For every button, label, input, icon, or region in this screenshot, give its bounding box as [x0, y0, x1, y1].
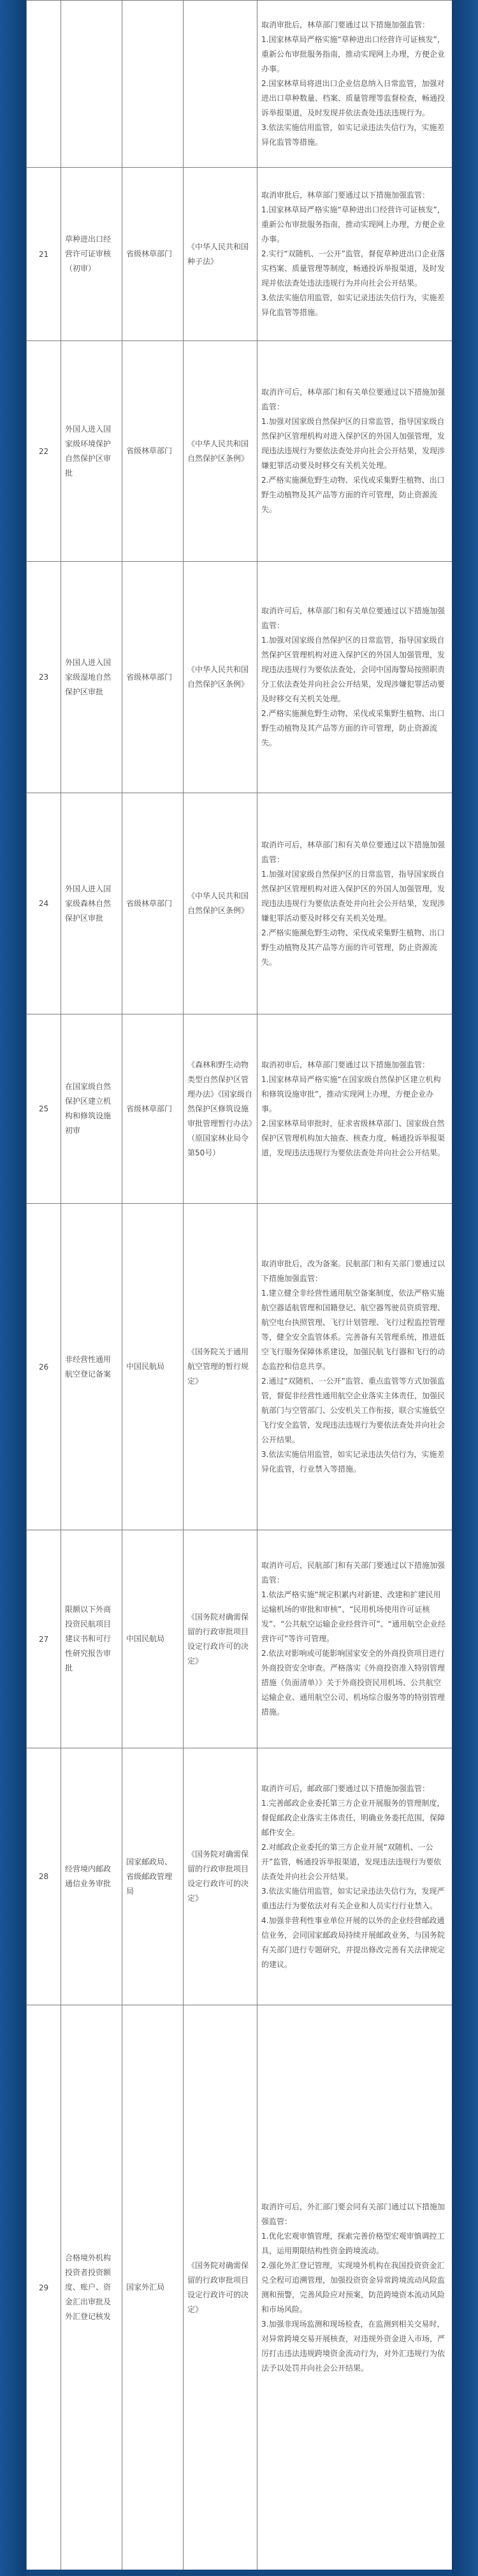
measure-paragraph: 2.强化外汇登记管理，实现境外机构在我国投资资金汇兑全程可追溯管理，加强投资资金异常跨境流动风险监测和预警，完善风险应对预案，防范跨境资本流动风险和市场风险。 — [261, 2260, 445, 2314]
item-name: 非经营性通用航空登记备案 — [61, 1204, 122, 1530]
measure-paragraph: 1.国家林草局严格实施“草种进出口经营许可证核发”，重新公布审批服务指南，推动实现网上办理，方便企业办事。 — [261, 35, 445, 73]
measure-paragraph: 1.依法严格实施“规定积累内对新建、改建和扩建民用运输机场的审批和审核”、“民用机场使用许可证核发”、“公共航空运输企业经营许可”、“通用航空企业经营许可”等许可管理。 — [261, 1590, 445, 1643]
row-number: 24 — [27, 793, 61, 1014]
row-number: 22 — [27, 341, 61, 562]
table-row — [27, 1, 453, 168]
approval-department — [122, 1, 184, 168]
legal-basis: 《中华人民共和国自然保护区条例》 — [184, 562, 257, 793]
legal-basis: 《国务院关于通用航空管理的暂行规定》 — [184, 1204, 257, 1530]
supervision-measures — [257, 2005, 453, 2570]
approval-department: 中国民航局 — [122, 1204, 184, 1530]
item-name: 限额以下外商投资民航项目建议书和可行性研究报告审批 — [61, 1530, 122, 1748]
row-number: 26 — [27, 1204, 61, 1530]
legal-basis: 《国务院对确需保留的行政审批项目设定行政许可的决定》 — [184, 1530, 257, 1748]
measure-paragraph: 取消许可后，民航部门和有关部门要通过以下措施加强监管： — [261, 1561, 445, 1584]
document-sheet — [26, 0, 452, 2570]
item-name: 外国人进入国家级环境保护自然保护区审批 — [61, 341, 122, 562]
measure-paragraph: 取消许可后，林草部门和有关单位要通过以下措施加强监管： — [261, 388, 445, 411]
measure-paragraph: 取消许可后，林草部门和有关单位要通过以下措施加强监管： — [261, 840, 445, 864]
approval-items-table — [26, 0, 452, 2570]
measure-paragraph: 1.加强对国家级自然保护区的日常监管，指导国家级自然保护区管理机构对进入保护区的外国人加强管理，发现违法违规行为要依法查处并向社会公开结果，发现涉嫌犯罪活动要及时移交有关机关处理。 — [261, 417, 445, 470]
approval-department: 省级林草部门 — [122, 1014, 184, 1204]
bottom-page-border — [26, 2570, 452, 2576]
approval-department: 省级林草部门 — [122, 793, 184, 1014]
row-number: 21 — [27, 168, 61, 341]
measure-paragraph: 取消初审后，林草部门要通过以下措施加强监管： — [261, 1060, 430, 1069]
supervision-measures — [257, 168, 453, 341]
measure-paragraph: 3.依法实施信用监管，如实记录违法失信行为，发现严重违法行为要依法对有关企业和人员实行行业禁入。 — [261, 1886, 445, 1910]
table-row — [27, 168, 453, 341]
right-page-border — [452, 0, 478, 2576]
measure-paragraph: 4.加强非营利性事业单位开展的以外的企业经营邮政通信业务，会同国家邮政局持续开展邮政业务，与国务院有关部门进行专题研究，并提出修改完善有关法律规定的建议。 — [261, 1915, 445, 1969]
measure-paragraph: 1.加强对国家级自然保护区的日常监管，指导国家级自然保护区管理机构对进入保护区的外国人加强管理，发现违法违规行为要依法查处，会同中国海警局按照职责分工依法查处并向社会公开结果，发现涉嫌犯罪活动要及时移交有关机关处理。 — [261, 636, 445, 703]
table-row — [27, 562, 453, 793]
legal-basis: 《中华人民共和国自然保护区条例》 — [184, 341, 257, 562]
item-name: 草种进出口经营许可证审核（初审） — [61, 168, 122, 341]
legal-basis: 《国务院对确需保留的行政审批项目设定行政许可的决定》 — [184, 1748, 257, 2005]
row-number: 25 — [27, 1014, 61, 1204]
measure-paragraph: 2.严格实施濒危野生动物、采伐或采集野生植物、出口野生动植物及其产品等方面的许可管理，防止资源流失。 — [261, 928, 445, 967]
supervision-measures — [257, 562, 453, 793]
measure-paragraph: 取消许可后，外汇部门要会同有关部门通过以下措施加强监管： — [261, 2202, 445, 2226]
measure-paragraph: 2.依法对影响或可能影响国家安全的外商投资项目进行外商投资安全审查。严格落实《外商投资准入特别管理措施（负面清单）》关于外商投资民用机场、公共航空运输企业、通用航空公司、机场综合服务等的特别管理措施。 — [261, 1649, 445, 1716]
measure-paragraph: 3.依法实施信用监管，如实记录违法失信行为，实施差异化监管等措施。 — [261, 293, 445, 317]
item-name: 外国人进入国家级森林自然保护区审批 — [61, 793, 122, 1014]
measure-paragraph: 取消审批后，改为备案。民航部门和有关部门要通过以下措施加强监管： — [261, 1259, 445, 1283]
approval-department: 国家邮政局、省级邮政管理局 — [122, 1748, 184, 2005]
item-name: 合格境外机构投资者投资额度、账户、资金汇出审批及外汇登记核发 — [61, 2005, 122, 2570]
measure-paragraph: 3.依法实施信用监管，如实记录违法失信行为，实施差异化监管，行业禁入等措施。 — [261, 1450, 445, 1474]
measure-paragraph: 取消审批后，林草部门要通过以下措施加强监管： — [261, 191, 430, 200]
measure-paragraph: 2.国家林草局将进出口企业信息纳入日常监管，加强对进出口草种数量、档案、质量管理等监督检查，畅通投诉举报渠道，及时发现并依法查处违法违规行为。 — [261, 79, 445, 117]
measure-paragraph: 1.完善邮政企业委托第三方企业开展服务的管理制度，督促邮政企业落实主体责任，明确业务委托范围，保障邮件安全。 — [261, 1798, 445, 1837]
measure-paragraph: 2.严格实施濒危野生动物、采伐或采集野生植物、出口野生动植物及其产品等方面的许可管理，防止资源流失。 — [261, 709, 445, 747]
measure-paragraph: 1.加强对国家级自然保护区的日常监管，指导国家级自然保护区管理机构对进入保护区的外国人加强管理，发现违法违规行为要依法查处并向社会公开结果，发现涉嫌犯罪活动要及时移交有关机关处理。 — [261, 869, 445, 923]
measure-paragraph: 取消许可后，邮政部门要通过以下措施加强监管： — [261, 1783, 430, 1793]
legal-basis: 《国务院对确需保留的行政审批项目设定行政许可的决定》 — [184, 2005, 257, 2570]
measure-paragraph: 1.国家林草局严格实施“在国家级自然保护区建立机构和修筑设施审批”，推动实现网上办理，方便企业办事。 — [261, 1074, 441, 1113]
table-row — [27, 2005, 453, 2570]
item-name: 外国人进入国家级湿地自然保护区审批 — [61, 562, 122, 793]
row-number: 28 — [27, 1748, 61, 2005]
measure-paragraph: 3.依法实施信用监管，如实记录违法失信行为，实施差异化监管等措施。 — [261, 123, 445, 147]
measure-paragraph: 1.建立健全非经营性通用航空备案制度，依法严格实施航空器适航管理和国籍登记、航空器驾驶员资质管理、航空电台执照管理、飞行计划管理、飞行过程监控管理等，健全安全监管体系。完善备有关管理系统，推进低空飞行服务保障体系建设，加强民航飞行器和飞行的动态监控和信息共享。 — [261, 1289, 445, 1371]
supervision-measures — [257, 1748, 453, 2005]
measure-paragraph: 2.对邮政企业委托的第三方企业开展“双随机、一公开”监管，畅通投诉举报渠道，发现违法违规行为要依法查处并向社会公开结果。 — [261, 1842, 442, 1881]
legal-basis: 《中华人民共和国自然保护区条例》 — [184, 793, 257, 1014]
supervision-measures — [257, 1204, 453, 1530]
table-row — [27, 1014, 453, 1204]
measure-paragraph: 2.国家林草局审批时，征求省级林草部门、国家级自然保护区管理机构加大抽查、核查力度，畅通投诉举报渠道，发现违法违规行为要依法查处并向社会公开结果。 — [261, 1118, 445, 1157]
measure-paragraph: 1.国家林草局严格实施“草种进出口经营许可证核发”，重新公布审批服务指南，推动实现网上办理，方便企业办事。 — [261, 205, 445, 244]
approval-department: 省级林草部门 — [122, 341, 184, 562]
item-name: 在国家级自然保护区建立机构和修筑设施初审 — [61, 1014, 122, 1204]
table-row — [27, 793, 453, 1014]
table-row — [27, 341, 453, 562]
item-name — [61, 1, 122, 168]
row-number — [27, 1, 61, 168]
legal-basis — [184, 1, 257, 168]
legal-basis: 《中华人民共和国种子法》 — [184, 168, 257, 341]
supervision-measures — [257, 793, 453, 1014]
item-name: 经营境内邮政通信业务审批 — [61, 1748, 122, 2005]
approval-department: 国家外汇局 — [122, 2005, 184, 2570]
measure-paragraph: 取消审批后，林草部门要通过以下措施加强监管： — [261, 20, 430, 29]
left-page-border — [0, 0, 26, 2576]
measure-paragraph: 2.实行“双随机、一公开”监管，督促草种进出口企业落实档案、质量管理等制度，畅通投诉举报渠道，及时发现并依法查处违法违规行为并向社会公开结果。 — [261, 249, 445, 288]
supervision-measures — [257, 1014, 453, 1204]
row-number: 23 — [27, 562, 61, 793]
row-number: 29 — [27, 2005, 61, 2570]
measure-paragraph: 3.加强非现场监测和现场检查，在监测到相关交易时，对异常跨境交易开展核查，对违规外资金进入市场，严厉打击违法违规跨境资金流动行为，对外汇违规行为依法予以处罚并向社会公开结果。 — [261, 2319, 445, 2373]
supervision-measures — [257, 1, 453, 168]
approval-department: 省级林草部门 — [122, 168, 184, 341]
supervision-measures — [257, 341, 453, 562]
row-number: 27 — [27, 1530, 61, 1748]
supervision-measures — [257, 1530, 453, 1748]
table-body — [27, 1, 453, 2570]
legal-basis: 《森林和野生动物类型自然保护区管理办法》《国家级自然保护区修筑设施审批管理暂行办法》（原国家林业局令第50号） — [184, 1014, 257, 1204]
table-row — [27, 1530, 453, 1748]
measure-paragraph: 1.优化宏观审慎管理，探索完善价格型宏观审慎调控工具，运用期限结构性资金跨境流动。 — [261, 2231, 445, 2255]
measure-paragraph: 取消许可后，林草部门和有关单位要通过以下措施加强监管： — [261, 606, 445, 630]
approval-department: 中国民航局 — [122, 1530, 184, 1748]
measure-paragraph: 2.通过“双随机、一公开”监管、重点监管等方式加强监管，督促非经营性通用航空企业落实主体责任，加强民航部门与空管部门、公安机关工作衔接，联合实施低空飞行安全监管，发现违法违规行为要依法查处并向社会公开结果。 — [261, 1377, 445, 1444]
table-row — [27, 1748, 453, 2005]
table-row — [27, 1204, 453, 1530]
measure-paragraph: 2.严格实施濒危野生动物、采伐或采集野生植物、出口野生动植物及其产品等方面的许可管理，防止资源流失。 — [261, 476, 445, 514]
approval-department: 省级林草部门 — [122, 562, 184, 793]
